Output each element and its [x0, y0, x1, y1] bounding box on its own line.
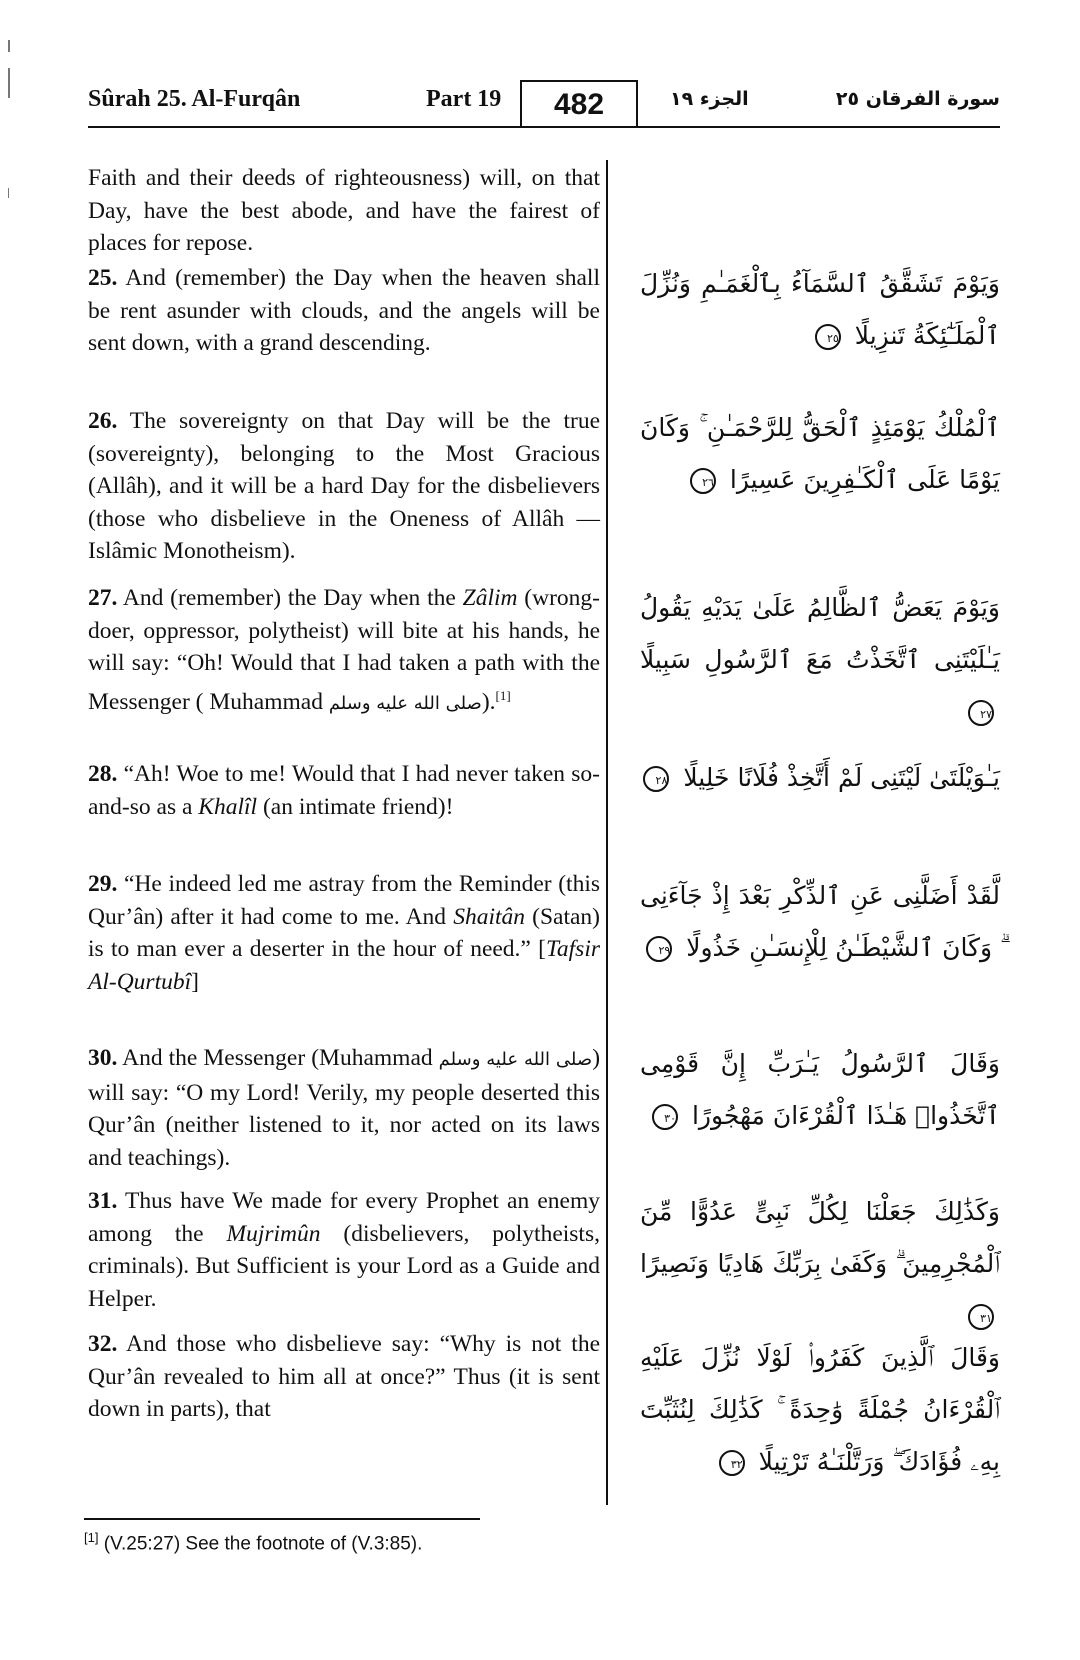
column-divider: [606, 160, 608, 1505]
translation-continuation: [88, 162, 600, 260]
verse-text: (disbelievers, polytheists, criminals). But Sufficient is your Lord as a Guide and Helper.: [88, 1220, 600, 1312]
verse-text: Thus have We made for every Prophet an enemy among the: [88, 1188, 600, 1247]
translation-verse-32: [88, 1328, 600, 1426]
verse-text: And (remember) the Day when the: [117, 585, 463, 611]
translation-verse-25: [88, 262, 600, 360]
arabic-text: يَـٰوَيْلَتَىٰ لَيْتَنِى لَمْ أَتَّخِذْ فُلَانًا خَلِيلًا: [683, 763, 1000, 792]
page-number: 482: [553, 88, 605, 121]
arabic-verse-26: [640, 402, 1000, 506]
arabic-text: لَّقَدْ أَضَلَّنِى عَنِ ٱلذِّكْرِ بَعْدَ إِذْ جَآءَنِى ۗ وَكَانَ ٱلشَّيْطَـٰنُ لِلْإِنسَـٰنِ خَذُولًا: [640, 881, 1000, 962]
arabic-verse-28: [640, 752, 1000, 804]
citation-tafsir: Tafsir Al-Qurtubî: [88, 936, 600, 995]
translation-verse-26: [88, 405, 600, 568]
surah-title-english: Sûrah 25. Al-Furqân: [88, 86, 301, 112]
term-khalil: Khalîl: [198, 793, 258, 820]
verse-number: 30.: [88, 1045, 118, 1071]
ayah-number-mark: ٣٢: [719, 1450, 745, 1476]
arabic-verse-30: [640, 1038, 1000, 1142]
arabic-verse-25: [640, 258, 1000, 362]
ayah-number-mark: ٢٩: [646, 936, 672, 962]
salutation-arabic: صلى الله عليه وسلم: [438, 1049, 593, 1070]
arabic-text: وَكَذَٰلِكَ جَعَلْنَا لِكُلِّ نَبِىٍّ عَدُوًّا مِّنَ ٱلْمُجْرِمِينَ ۗ وَكَفَىٰ بِرَبِّكَ هَادِيًا وَنَصِيرًا: [640, 1197, 1000, 1278]
translation-verse-30: [88, 1042, 600, 1174]
surah-title-arabic: سورة الفرقان ٢٥: [835, 88, 1000, 110]
ayah-number-mark: ٢٦: [690, 468, 716, 494]
verse-number: 29.: [88, 871, 118, 897]
verse-number: 32.: [88, 1331, 118, 1357]
scan-edge-mark: [8, 188, 9, 198]
footnote-rule: [84, 1518, 480, 1520]
verse-number: 26.: [88, 408, 118, 434]
verse-number: 31.: [88, 1188, 118, 1214]
footnote-text: (V.25:27) See the footnote of (V.3:85).: [98, 1533, 423, 1555]
arabic-text: وَقَالَ ٱلرَّسُولُ يَـٰرَبِّ إِنَّ قَوْمِى ٱتَّخَذُوا۟ هَـٰذَا ٱلْقُرْءَانَ مَهْجُورًا: [640, 1049, 1000, 1130]
ayah-number-mark: ٢٨: [643, 766, 669, 792]
page-number-box: [520, 80, 638, 128]
arabic-text: ٱلْمُلْكُ يَوْمَئِذٍ ٱلْحَقُّ لِلرَّحْمَـٰنِ ۚ وَكَانَ يَوْمًا عَلَى ٱلْكَـٰفِرِينَ عَسِيرًا: [640, 413, 1000, 494]
verse-text: (wrong-doer, oppressor, polytheist) will bite at his hands, he will say: “Oh! Would that I had taken a path with the Messenger ( Muhammad: [88, 585, 600, 715]
scan-edge-mark: [8, 40, 10, 52]
arabic-verse-27: [640, 582, 1000, 738]
verse-number: 25.: [88, 265, 118, 291]
verse-text: ) will say: “O my Lord! Verily, my people deserted this Qur’ân (neither listened to it, nor acted on its laws and teachings).: [88, 1045, 601, 1171]
verse-number: 28.: [88, 761, 118, 787]
translation-verse-31: [88, 1185, 600, 1315]
ayah-number-mark: ٢٧: [968, 700, 994, 726]
arabic-verse-31: [640, 1186, 1000, 1342]
translation-verse-29: [88, 868, 600, 998]
verse-text: And those who disbelieve say: “Why is not the Qur’ân revealed to him all at once?” Thus (it is sent down in parts), that: [88, 1331, 600, 1422]
verse-text: ).: [481, 688, 496, 715]
arabic-text: وَيَوْمَ يَعَضُّ ٱلظَّالِمُ عَلَىٰ يَدَيْهِ يَقُولُ يَـٰلَيْتَنِى ٱتَّخَذْتُ مَعَ ٱلرَّسُولِ سَبِيلًا: [640, 593, 1000, 674]
ayah-number-mark: ٣٠: [652, 1104, 678, 1130]
part-label-english: Part 19: [426, 86, 502, 112]
footnote-marker: [1]: [84, 1530, 99, 1545]
verse-text: And the Messenger (Muhammad: [117, 1045, 439, 1071]
term-shaitan: Shaitân: [453, 903, 525, 930]
ayah-number-mark: ٣١: [968, 1304, 994, 1330]
verse-text: ]: [191, 968, 199, 995]
footnote: [84, 1530, 422, 1555]
verse-text: (Satan) is to man ever a deserter in the hour of need.” [: [88, 903, 600, 962]
arabic-text: وَيَوْمَ تَشَقَّقُ ٱلسَّمَآءُ بِٱلْغَمَـٰمِ وَنُزِّلَ ٱلْمَلَـٰٓئِكَةُ تَنزِيلًا: [640, 269, 1000, 350]
salutation-arabic: صلى الله عليه وسلم: [328, 692, 482, 714]
translation-verse-27: [88, 582, 600, 720]
arabic-verse-32: [640, 1332, 1000, 1488]
ayah-number-mark: ٢٥: [815, 324, 841, 350]
verse-text: The sovereignty on that Day will be the true (sovereignty), belonging to the Most Gracious (Allâh), and it will be a hard Day for the disbelievers (those who disbelieve in the Oneness of Allâh — Islâmic Monotheism).: [88, 408, 600, 564]
scan-edge-mark: [8, 68, 10, 98]
footnote-reference[interactable]: [1]: [495, 687, 511, 703]
arabic-verse-29: [640, 870, 1000, 974]
part-label-arabic: الجزء ١٩: [670, 88, 749, 110]
page-header: [88, 74, 1000, 130]
paragraph-text: Faith and their deeds of righteousness) will, on that Day, have the best abode, and have the fairest of places for repose.: [88, 165, 600, 256]
verse-number: 27.: [88, 585, 118, 611]
arabic-text: وَقَالَ ٱلَّذِينَ كَفَرُوا۟ لَوْلَا نُزِّلَ عَلَيْهِ ٱلْقُرْءَانُ جُمْلَةً وَٰحِدَةً ۚ كَذَٰلِكَ لِنُثَبِّتَ بِهِۦ فُؤَادَكَ ۖ وَرَتَّلْنَـٰهُ تَرْتِيلًا: [640, 1343, 1000, 1476]
verse-text: “He indeed led me astray from the Reminder (this Qur’ân) after it had come to me. And: [88, 871, 600, 930]
term-mujrimun: Mujrimûn: [226, 1220, 321, 1247]
header-rule: [88, 126, 1000, 128]
term-zalim: Zâlim: [462, 585, 518, 611]
translation-verse-28: [88, 758, 600, 823]
verse-text: (an intimate friend)!: [257, 793, 454, 820]
verse-text: And (remember) the Day when the heaven shall be rent asunder with clouds, and the angels will be sent down, with a grand descending.: [88, 265, 600, 356]
verse-text: “Ah! Woe to me! Would that I had never taken so-and-so as a: [88, 761, 600, 820]
